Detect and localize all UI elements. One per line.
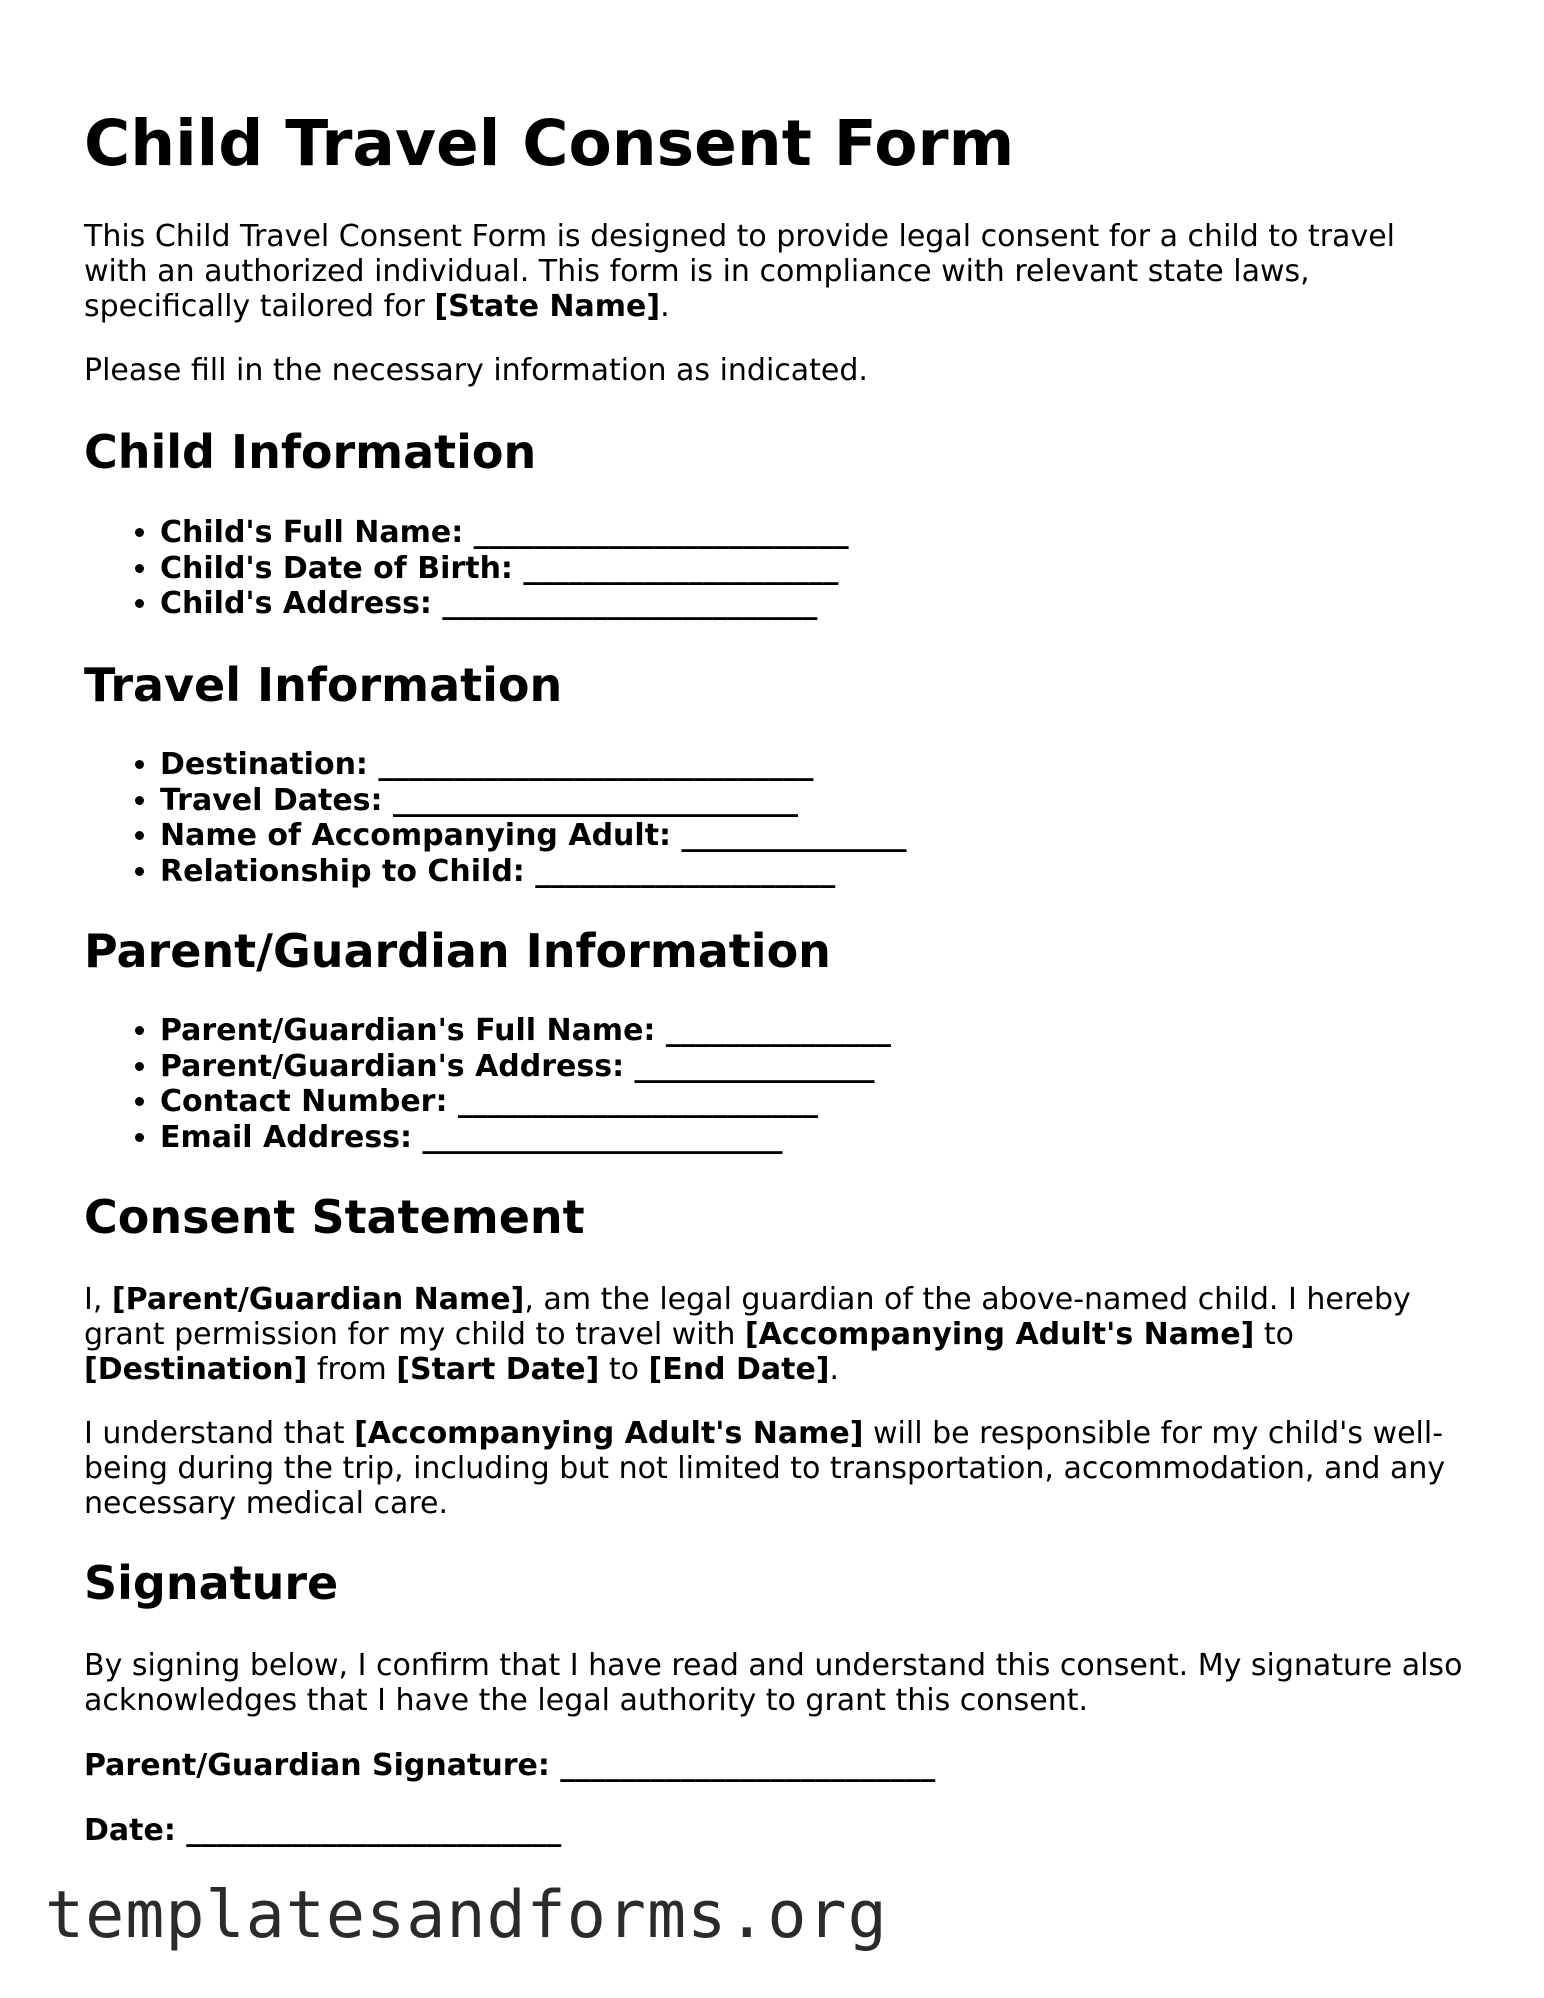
page-title: Child Travel Consent Form [84, 107, 1015, 180]
consent-text: I understand that [84, 1416, 355, 1451]
intro-text: This Child Travel Consent Form is designed to provide legal consent for a child to travel with an authorized individual. This form is in compliance with relevant state laws, specifically tailored for [84, 219, 1395, 324]
consent-text: will be responsible for my child's well-being during the trip, including but not limited to transportation, accommodation, and any necessary medical care. [84, 1416, 1446, 1521]
travel-dates-field[interactable]: • Travel Dates: ___________________________ [160, 783, 906, 819]
consent-heading: Consent Statement [84, 1190, 585, 1244]
signature-statement: By signing below, I confirm that I have read and understand this consent. My signature also acknowledges that I have the legal authority to grant this consent. [84, 1648, 1463, 1718]
parent-info-heading: Parent/Guardian Information [84, 924, 831, 978]
destination-placeholder: [Destination] [84, 1352, 308, 1387]
intro-text-end: . [660, 289, 670, 324]
consent-text: . [829, 1352, 840, 1387]
child-address-field[interactable]: • Child's Address: _________________________ [160, 586, 849, 622]
consent-text: to [1254, 1317, 1294, 1352]
adult-name-placeholder: [Accompanying Adult's Name] [744, 1317, 1255, 1352]
consent-text: to [599, 1352, 649, 1387]
relationship-field[interactable]: • Relationship to Child: ____________________ [160, 854, 906, 890]
consent-text: I, [84, 1282, 112, 1317]
start-date-placeholder: [Start Date] [396, 1352, 600, 1387]
child-full-name-field[interactable]: • Child's Full Name: _________________________ [160, 515, 849, 551]
signature-heading: Signature [84, 1556, 339, 1610]
contact-number-field[interactable]: • Contact Number: ________________________ [160, 1084, 891, 1120]
date-field[interactable]: Date: _________________________ [84, 1813, 562, 1848]
consent-paragraph-1 [84, 1282, 1464, 1387]
consent-text: from [307, 1352, 397, 1387]
intro-paragraph [84, 219, 1464, 324]
travel-info-list [84, 747, 906, 889]
accompanying-adult-field[interactable]: • Name of Accompanying Adult: _______________ [160, 818, 906, 854]
parent-full-name-field[interactable]: • Parent/Guardian's Full Name: _______________ [160, 1013, 891, 1049]
email-address-field[interactable]: • Email Address: ________________________ [160, 1120, 891, 1156]
destination-field[interactable]: • Destination: _____________________________ [160, 747, 906, 783]
travel-info-heading: Travel Information [84, 658, 563, 712]
guardian-name-placeholder: [Parent/Guardian Name] [111, 1282, 525, 1317]
signature-field[interactable]: Parent/Guardian Signature: _________________________ [84, 1748, 936, 1783]
instruction-text: Please fill in the necessary information as indicated. [84, 353, 868, 388]
child-dob-field[interactable]: • Child's Date of Birth: _____________________ [160, 551, 849, 587]
consent-paragraph-2 [84, 1416, 1464, 1521]
parent-address-field[interactable]: • Parent/Guardian's Address: ________________ [160, 1049, 891, 1085]
consent-text: , am the legal guardian of the above-named child. I hereby grant permission for my child to travel with [84, 1282, 1411, 1352]
end-date-placeholder: [End Date] [648, 1352, 830, 1387]
child-info-list [84, 515, 849, 622]
parent-info-list [84, 1013, 891, 1155]
watermark: templatesandforms.org [45, 1878, 888, 1953]
adult-name-placeholder: [Accompanying Adult's Name] [354, 1416, 864, 1451]
child-info-heading: Child Information [84, 425, 537, 479]
state-name-placeholder: [State Name] [434, 289, 661, 324]
